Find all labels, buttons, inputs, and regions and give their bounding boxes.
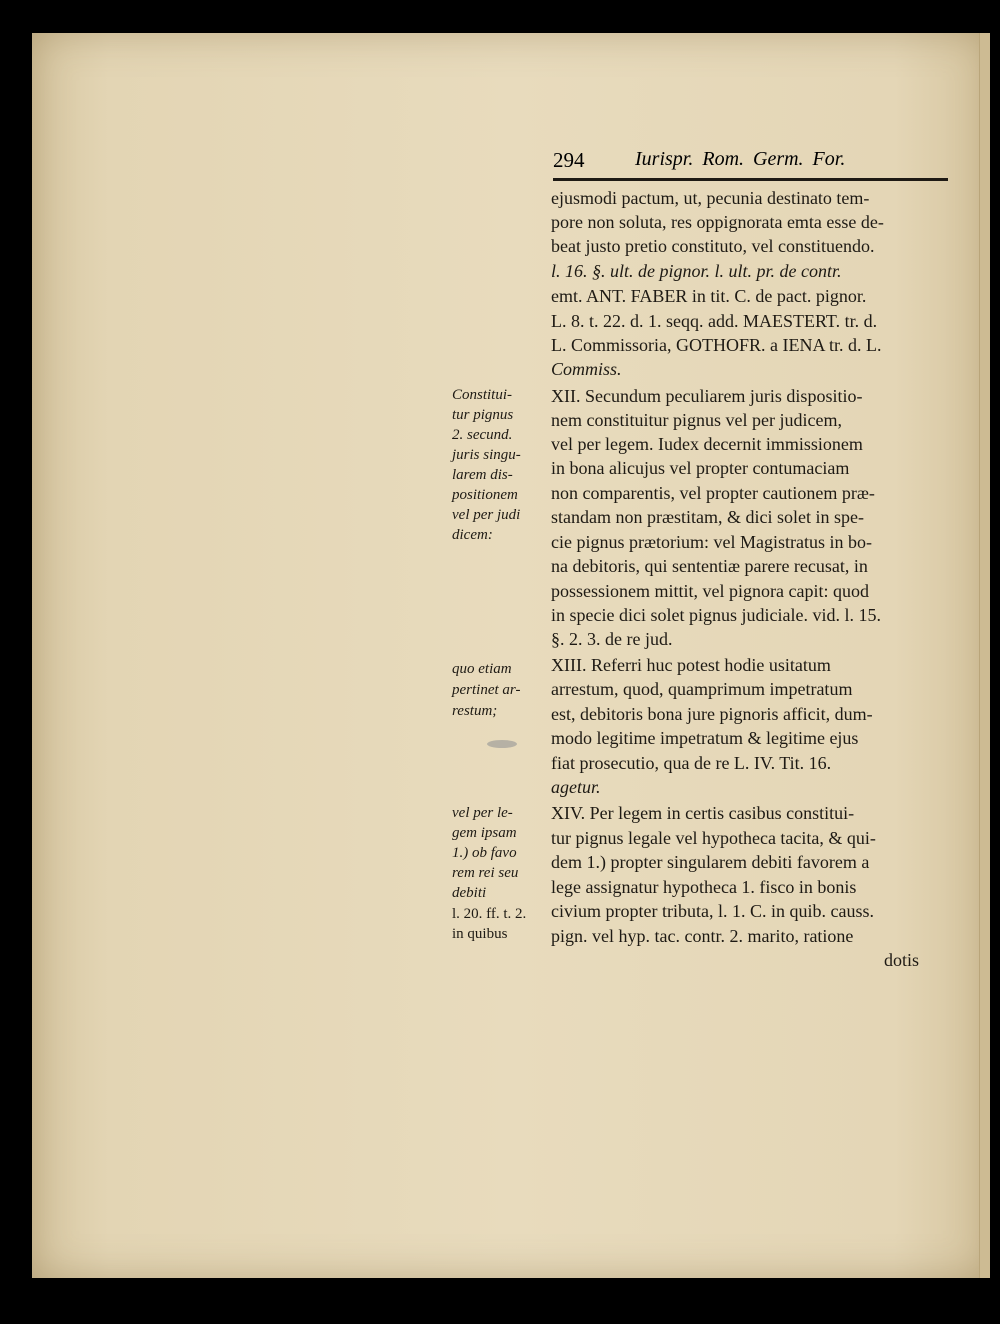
margin-note-line: Constitui-	[452, 387, 513, 403]
body-line: na debitoris, qui sententiæ parere recusat, in	[551, 556, 868, 576]
margin-note-line: in quibus	[452, 926, 508, 942]
body-line: pore non soluta, res oppignorata emta esse de-	[551, 212, 884, 232]
ink-smudge	[487, 740, 517, 748]
page-edge	[979, 33, 990, 1278]
body-line: Commiss.	[551, 359, 622, 379]
body-line: L. 8. t. 22. d. 1. seqq. add. MAESTERT. tr. d.	[551, 311, 878, 331]
body-line: nem constituitur pignus vel per judicem,	[551, 410, 842, 430]
body-line: XIII. Referri huc potest hodie usitatum	[551, 655, 831, 675]
body-line: pign. vel hyp. tac. contr. 2. marito, ratione	[551, 926, 854, 946]
margin-note-line: juris singu-	[452, 447, 521, 463]
body-line: possessionem mittit, vel pignora capit: quod	[551, 581, 869, 601]
margin-note-line: dicem:	[452, 527, 493, 543]
body-line: ejusmodi pactum, ut, pecunia destinato tem-	[551, 188, 870, 208]
margin-note-line: tur pignus	[452, 407, 514, 423]
body-line: vel per legem. Iudex decernit immissionem	[551, 434, 863, 454]
header-rule	[553, 178, 948, 181]
body-line: XIV. Per legem in certis casibus constitui-	[551, 803, 855, 823]
margin-note-line: vel per judi	[452, 507, 521, 523]
body-line: fiat prosecutio, qua de re L. IV. Tit. 16.	[551, 753, 832, 773]
body-line: dem 1.) propter singularem debiti favorem a	[551, 852, 870, 872]
page-header	[553, 146, 946, 176]
body-line: est, debitoris bona jure pignoris afficit, dum-	[551, 704, 873, 724]
page-number: 294	[553, 148, 585, 172]
margin-note-line: rem rei seu	[452, 865, 519, 881]
body-line: in bona alicujus vel propter contumaciam	[551, 458, 850, 478]
body-line: L. Commissoria, GOTHOFR. a IENA tr. d. L.	[551, 335, 882, 355]
body-line: emt. ANT. FABER in tit. C. de pact. pignor.	[551, 286, 867, 306]
margin-note-line: debiti	[452, 885, 487, 901]
margin-note-line: pertinet ar-	[452, 682, 521, 698]
margin-note-line: larem dis-	[452, 467, 513, 483]
body-line: agetur.	[551, 777, 601, 797]
margin-note-line: restum;	[452, 703, 498, 719]
body-line: §. 2. 3. de re jud.	[551, 629, 673, 649]
margin-note-line: quo etiam	[452, 661, 512, 677]
body-line: standam non præstitam, & dici solet in spe-	[551, 507, 864, 527]
body-line: civium propter tributa, l. 1. C. in quib. causs.	[551, 901, 874, 921]
body-line: tur pignus legale vel hypotheca tacita, & qui-	[551, 828, 876, 848]
margin-note-line: positionem	[452, 487, 518, 503]
body-line: l. 16. §. ult. de pignor. l. ult. pr. de contr.	[551, 261, 842, 281]
catchword: dotis	[884, 950, 920, 970]
body-line: in specie dici solet pignus judiciale. vid. l. 15.	[551, 605, 881, 625]
margin-note-line: 1.) ob favo	[452, 845, 517, 861]
body-line: cie pignus prætorium: vel Magistratus in bo-	[551, 532, 872, 552]
margin-note-line: 2. secund.	[452, 427, 513, 443]
running-title: Iurispr. Rom. Germ. For.	[635, 148, 846, 170]
body-line: non comparentis, vel propter cautionem præ-	[551, 483, 875, 503]
margin-note-line: gem ipsam	[452, 825, 517, 841]
margin-note-line: vel per le-	[452, 805, 513, 821]
body-line: beat justo pretio constituto, vel constituendo.	[551, 236, 875, 256]
body-line: modo legitime impetratum & legitime ejus	[551, 728, 859, 748]
body-line: XII. Secundum peculiarem juris dispositio-	[551, 386, 863, 406]
body-line: lege assignatur hypotheca 1. fisco in bonis	[551, 877, 857, 897]
margin-note-line: l. 20. ff. t. 2.	[452, 906, 527, 922]
body-line: arrestum, quod, quamprimum impetratum	[551, 679, 853, 699]
